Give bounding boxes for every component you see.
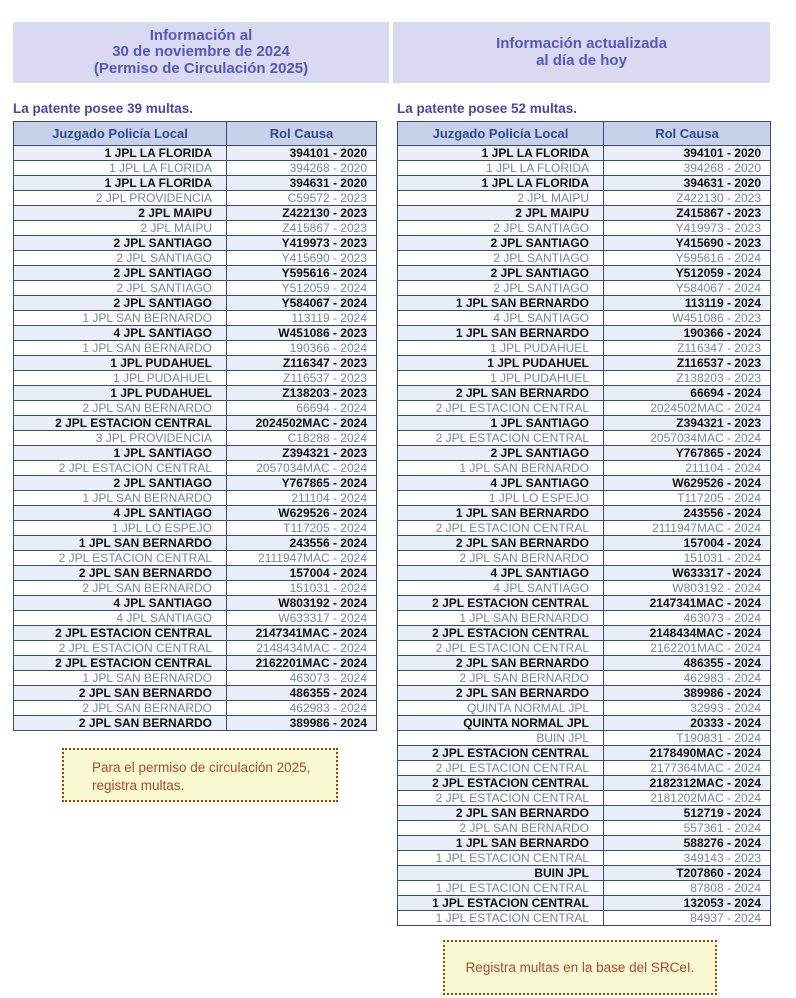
cell-juzgado: 2 JPL ESTACION CENTRAL xyxy=(398,776,604,791)
cell-juzgado: 2 JPL ESTACION CENTRAL xyxy=(398,521,604,536)
cell-rol-causa: Z138203 - 2023 xyxy=(227,386,377,401)
table-row xyxy=(14,221,377,236)
cell-rol-causa: W451086 - 2023 xyxy=(227,326,377,341)
table-row xyxy=(14,416,377,431)
table-row xyxy=(398,311,771,326)
table-row xyxy=(14,146,377,161)
cell-juzgado: 2 JPL SANTIAGO xyxy=(398,266,604,281)
cell-juzgado: 1 JPL SAN BERNARDO xyxy=(14,671,227,686)
column-header-rol-causa: Rol Causa xyxy=(604,122,771,146)
table-row xyxy=(398,866,771,881)
cell-juzgado: 1 JPL LA FLORIDA xyxy=(14,176,227,191)
cell-rol-causa: 2182312MAC - 2024 xyxy=(604,776,771,791)
cell-rol-causa: 2148434MAC - 2024 xyxy=(604,626,771,641)
cell-rol-causa: 157004 - 2024 xyxy=(604,536,771,551)
cell-juzgado: 2 JPL ESTACION CENTRAL xyxy=(398,431,604,446)
table-row xyxy=(398,521,771,536)
cell-rol-causa: 512719 - 2024 xyxy=(604,806,771,821)
note-line: Registra multas en la base del SRCeI. xyxy=(465,959,695,975)
cell-juzgado: 2 JPL SAN BERNARDO xyxy=(398,551,604,566)
table-row xyxy=(14,521,377,536)
table-row xyxy=(398,371,771,386)
cell-rol-causa: 557361 - 2024 xyxy=(604,821,771,836)
table-row xyxy=(14,656,377,671)
cell-rol-causa: 462983 - 2024 xyxy=(604,671,771,686)
cell-rol-causa: 32993 - 2024 xyxy=(604,701,771,716)
table-row xyxy=(398,446,771,461)
table-row xyxy=(398,191,771,206)
cell-juzgado: 1 JPL LA FLORIDA xyxy=(398,146,604,161)
cell-rol-causa: 2057034MAC - 2024 xyxy=(604,431,771,446)
cell-juzgado: 4 JPL SANTIAGO xyxy=(14,596,227,611)
cell-rol-causa: Y415690 - 2023 xyxy=(227,251,377,266)
cell-juzgado: 2 JPL ESTACION CENTRAL xyxy=(398,791,604,806)
cell-juzgado: 1 JPL PUDAHUEL xyxy=(14,386,227,401)
cell-rol-causa: Z116347 - 2023 xyxy=(604,341,771,356)
right-multas-table xyxy=(397,121,771,926)
table-row xyxy=(398,251,771,266)
cell-juzgado: 2 JPL ESTACION CENTRAL xyxy=(14,551,227,566)
cell-juzgado: 2 JPL SAN BERNARDO xyxy=(14,581,227,596)
table-row xyxy=(398,596,771,611)
cell-rol-causa: T207860 - 2024 xyxy=(604,866,771,881)
cell-juzgado: 1 JPL ESTACION CENTRAL xyxy=(398,851,604,866)
cell-rol-causa: C59572 - 2023 xyxy=(227,191,377,206)
cell-juzgado: 2 JPL ESTACION CENTRAL xyxy=(398,641,604,656)
cell-rol-causa: Z415867 - 2023 xyxy=(227,221,377,236)
table-row xyxy=(398,716,771,731)
cell-juzgado: 2 JPL SAN BERNARDO xyxy=(398,386,604,401)
table-row xyxy=(14,671,377,686)
column-header-juzgado: Juzgado Policía Local xyxy=(398,122,604,146)
cell-rol-causa: Z422130 - 2023 xyxy=(604,191,771,206)
table-header-row xyxy=(398,122,771,146)
srcei-note xyxy=(443,940,717,995)
cell-rol-causa: W633317 - 2024 xyxy=(227,611,377,626)
cell-juzgado: QUINTA NORMAL JPL xyxy=(398,701,604,716)
table-row xyxy=(14,596,377,611)
table-row xyxy=(14,311,377,326)
cell-juzgado: 2 JPL SANTIAGO xyxy=(398,251,604,266)
cell-rol-causa: 190366 - 2024 xyxy=(604,326,771,341)
cell-juzgado: 2 JPL SANTIAGO xyxy=(14,251,227,266)
cell-juzgado: BUIN JPL xyxy=(398,866,604,881)
cell-rol-causa: W629526 - 2024 xyxy=(604,476,771,491)
cell-rol-causa: T117205 - 2024 xyxy=(227,521,377,536)
cell-juzgado: 1 JPL ESTACION CENTRAL xyxy=(398,911,604,926)
table-row xyxy=(14,206,377,221)
cell-juzgado: 1 JPL ESTACION CENTRAL xyxy=(398,896,604,911)
table-row xyxy=(398,626,771,641)
table-row xyxy=(14,551,377,566)
table-row xyxy=(398,896,771,911)
table-row xyxy=(14,341,377,356)
cell-rol-causa: 486355 - 2024 xyxy=(604,656,771,671)
cell-rol-causa: 157004 - 2024 xyxy=(227,566,377,581)
cell-rol-causa: 2024502MAC - 2024 xyxy=(604,401,771,416)
cell-juzgado: 4 JPL SANTIAGO xyxy=(398,311,604,326)
table-row xyxy=(398,476,771,491)
column-header-juzgado: Juzgado Policía Local xyxy=(14,122,227,146)
cell-rol-causa: 2162201MAC - 2024 xyxy=(227,656,377,671)
cell-rol-causa: 463073 - 2024 xyxy=(227,671,377,686)
cell-rol-causa: Y584067 - 2024 xyxy=(227,296,377,311)
table-row xyxy=(398,296,771,311)
cell-juzgado: 2 JPL ESTACION CENTRAL xyxy=(398,761,604,776)
note-line: registra multas. xyxy=(92,778,185,793)
table-row xyxy=(398,146,771,161)
table-row xyxy=(14,371,377,386)
table-row xyxy=(398,791,771,806)
cell-juzgado: 2 JPL MAIPU xyxy=(398,206,604,221)
cell-rol-causa: 394631 - 2020 xyxy=(604,176,771,191)
table-row xyxy=(398,611,771,626)
cell-rol-causa: 243556 - 2024 xyxy=(604,506,771,521)
table-row xyxy=(14,461,377,476)
table-row xyxy=(14,536,377,551)
table-row xyxy=(398,461,771,476)
cell-rol-causa: W803192 - 2024 xyxy=(227,596,377,611)
table-row xyxy=(398,851,771,866)
cell-rol-causa: 486355 - 2024 xyxy=(227,686,377,701)
cell-juzgado: 1 JPL LA FLORIDA xyxy=(398,176,604,191)
cell-juzgado: 4 JPL SANTIAGO xyxy=(398,581,604,596)
right-multas-count: La patente posee 52 multas. xyxy=(397,101,578,116)
table-row xyxy=(398,701,771,716)
table-row xyxy=(398,581,771,596)
cell-rol-causa: Y512059 - 2024 xyxy=(227,281,377,296)
cell-juzgado: 4 JPL SANTIAGO xyxy=(398,566,604,581)
cell-rol-causa: 151031 - 2024 xyxy=(604,551,771,566)
cell-rol-causa: 2178490MAC - 2024 xyxy=(604,746,771,761)
cell-rol-causa: Y419973 - 2023 xyxy=(227,236,377,251)
cell-juzgado: 2 JPL ESTACION CENTRAL xyxy=(398,746,604,761)
cell-rol-causa: Z116537 - 2023 xyxy=(604,356,771,371)
cell-juzgado: 2 JPL ESTACION CENTRAL xyxy=(14,641,227,656)
table-row xyxy=(14,266,377,281)
table-row xyxy=(14,251,377,266)
info-box-line: (Permiso de Circulación 2025) xyxy=(93,59,309,77)
table-row xyxy=(14,581,377,596)
table-row xyxy=(14,161,377,176)
cell-rol-causa: 132053 - 2024 xyxy=(604,896,771,911)
cell-rol-causa: Z415867 - 2023 xyxy=(604,206,771,221)
cell-rol-causa: Z116347 - 2023 xyxy=(227,356,377,371)
cell-juzgado: 1 JPL ESTACION CENTRAL xyxy=(398,881,604,896)
table-row xyxy=(14,701,377,716)
cell-juzgado: 4 JPL SANTIAGO xyxy=(398,476,604,491)
cell-juzgado: 1 JPL SAN BERNARDO xyxy=(14,341,227,356)
cell-juzgado: 4 JPL SANTIAGO xyxy=(14,611,227,626)
table-row xyxy=(14,281,377,296)
cell-rol-causa: 2147341MAC - 2024 xyxy=(227,626,377,641)
cell-rol-causa: 2057034MAC - 2024 xyxy=(227,461,377,476)
cell-rol-causa: 2162201MAC - 2024 xyxy=(604,641,771,656)
cell-rol-causa: 190366 - 2024 xyxy=(227,341,377,356)
cell-rol-causa: 84937 - 2024 xyxy=(604,911,771,926)
table-row xyxy=(398,341,771,356)
cell-juzgado: 1 JPL SAN BERNARDO xyxy=(398,506,604,521)
cell-rol-causa: 394101 - 2020 xyxy=(604,146,771,161)
cell-juzgado: 2 JPL SANTIAGO xyxy=(398,221,604,236)
info-box-permiso-2025 xyxy=(13,22,389,83)
cell-rol-causa: Y767865 - 2024 xyxy=(604,446,771,461)
cell-juzgado: 1 JPL SANTIAGO xyxy=(14,446,227,461)
cell-rol-causa: W633317 - 2024 xyxy=(604,566,771,581)
table-row xyxy=(398,161,771,176)
table-row xyxy=(14,176,377,191)
table-row xyxy=(14,491,377,506)
cell-rol-causa: T117205 - 2024 xyxy=(604,491,771,506)
cell-rol-causa: 2111947MAC - 2024 xyxy=(227,551,377,566)
cell-juzgado: 1 JPL SAN BERNARDO xyxy=(398,836,604,851)
table-row xyxy=(14,236,377,251)
cell-juzgado: 2 JPL SANTIAGO xyxy=(14,476,227,491)
info-box-line: 30 de noviembre de 2024 xyxy=(112,43,290,61)
info-box-line: Información actualizada xyxy=(496,35,667,52)
cell-juzgado: 1 JPL PUDAHUEL xyxy=(398,371,604,386)
cell-rol-causa: 211104 - 2024 xyxy=(604,461,771,476)
cell-rol-causa: Y512059 - 2024 xyxy=(604,266,771,281)
cell-rol-causa: 2148434MAC - 2024 xyxy=(227,641,377,656)
cell-rol-causa: Y584067 - 2024 xyxy=(604,281,771,296)
cell-juzgado: 2 JPL ESTACION CENTRAL xyxy=(14,656,227,671)
table-row xyxy=(398,671,771,686)
cell-juzgado: 2 JPL PROVIDENCIA xyxy=(14,191,227,206)
cell-rol-causa: W629526 - 2024 xyxy=(227,506,377,521)
cell-juzgado: 2 JPL ESTACION CENTRAL xyxy=(398,596,604,611)
cell-rol-causa: Y419973 - 2023 xyxy=(604,221,771,236)
table-row xyxy=(398,356,771,371)
cell-juzgado: 2 JPL MAIPU xyxy=(14,221,227,236)
cell-rol-causa: 20333 - 2024 xyxy=(604,716,771,731)
table-row xyxy=(14,476,377,491)
table-row xyxy=(398,431,771,446)
table-row xyxy=(398,551,771,566)
table-row xyxy=(398,236,771,251)
cell-rol-causa: 113119 - 2024 xyxy=(604,296,771,311)
cell-juzgado: 2 JPL SAN BERNARDO xyxy=(14,716,227,731)
cell-rol-causa: 113119 - 2024 xyxy=(227,311,377,326)
table-row xyxy=(398,641,771,656)
table-row xyxy=(14,401,377,416)
cell-juzgado: 1 JPL SAN BERNARDO xyxy=(398,461,604,476)
cell-rol-causa: W451086 - 2023 xyxy=(604,311,771,326)
left-multas-table xyxy=(13,121,377,731)
cell-juzgado: 1 JPL LA FLORIDA xyxy=(398,161,604,176)
cell-rol-causa: Z138203 - 2023 xyxy=(604,371,771,386)
table-row xyxy=(398,656,771,671)
table-row xyxy=(14,431,377,446)
cell-rol-causa: C18288 - 2024 xyxy=(227,431,377,446)
column-header-rol-causa: Rol Causa xyxy=(227,122,377,146)
cell-juzgado: 1 JPL LA FLORIDA xyxy=(14,161,227,176)
cell-rol-causa: 389986 - 2024 xyxy=(227,716,377,731)
cell-juzgado: 2 JPL SANTIAGO xyxy=(398,281,604,296)
cell-juzgado: 2 JPL SAN BERNARDO xyxy=(398,536,604,551)
cell-juzgado: 1 JPL SAN BERNARDO xyxy=(14,536,227,551)
left-multas-count: La patente posee 39 multas. xyxy=(13,101,194,116)
cell-juzgado: 2 JPL SAN BERNARDO xyxy=(398,686,604,701)
cell-rol-causa: 394631 - 2020 xyxy=(227,176,377,191)
table-row xyxy=(398,761,771,776)
table-row xyxy=(398,206,771,221)
table-row xyxy=(398,326,771,341)
table-row xyxy=(398,881,771,896)
cell-rol-causa: 463073 - 2024 xyxy=(604,611,771,626)
cell-juzgado: 4 JPL SANTIAGO xyxy=(14,506,227,521)
cell-juzgado: 1 JPL LA FLORIDA xyxy=(14,146,227,161)
table-row xyxy=(398,566,771,581)
cell-rol-causa: 2024502MAC - 2024 xyxy=(227,416,377,431)
cell-juzgado: 1 JPL LO ESPEJO xyxy=(398,491,604,506)
table-row xyxy=(398,386,771,401)
cell-juzgado: 4 JPL SANTIAGO xyxy=(14,326,227,341)
table-row xyxy=(398,506,771,521)
table-row xyxy=(398,281,771,296)
cell-rol-causa: Y767865 - 2024 xyxy=(227,476,377,491)
cell-juzgado: 2 JPL SAN BERNARDO xyxy=(398,821,604,836)
cell-rol-causa: Z422130 - 2023 xyxy=(227,206,377,221)
cell-rol-causa: Y595616 - 2024 xyxy=(604,251,771,266)
cell-rol-causa: Z116537 - 2023 xyxy=(227,371,377,386)
cell-rol-causa: 243556 - 2024 xyxy=(227,536,377,551)
cell-rol-causa: T190831 - 2024 xyxy=(604,731,771,746)
cell-juzgado: 2 JPL SAN BERNARDO xyxy=(398,806,604,821)
table-row xyxy=(14,326,377,341)
cell-rol-causa: 151031 - 2024 xyxy=(227,581,377,596)
table-row xyxy=(14,296,377,311)
cell-juzgado: 2 JPL SAN BERNARDO xyxy=(398,656,604,671)
table-row xyxy=(14,641,377,656)
table-row xyxy=(14,716,377,731)
cell-juzgado: 2 JPL MAIPU xyxy=(398,191,604,206)
table-row xyxy=(398,911,771,926)
cell-juzgado: 1 JPL SAN BERNARDO xyxy=(398,296,604,311)
cell-rol-causa: 66694 - 2024 xyxy=(604,386,771,401)
table-header-row xyxy=(14,122,377,146)
cell-rol-causa: 66694 - 2024 xyxy=(227,401,377,416)
cell-juzgado: 2 JPL ESTACION CENTRAL xyxy=(14,626,227,641)
permiso-note xyxy=(62,748,338,802)
cell-juzgado: 1 JPL SANTIAGO xyxy=(398,416,604,431)
table-row xyxy=(398,401,771,416)
cell-juzgado: 1 JPL SAN BERNARDO xyxy=(14,311,227,326)
cell-rol-causa: 2181202MAC - 2024 xyxy=(604,791,771,806)
cell-juzgado: 1 JPL PUDAHUEL xyxy=(14,356,227,371)
table-row xyxy=(398,686,771,701)
cell-rol-causa: 2147341MAC - 2024 xyxy=(604,596,771,611)
table-row xyxy=(398,746,771,761)
table-row xyxy=(398,266,771,281)
cell-juzgado: 2 JPL SANTIAGO xyxy=(14,266,227,281)
table-row xyxy=(14,611,377,626)
cell-juzgado: 2 JPL SAN BERNARDO xyxy=(398,671,604,686)
info-box-line: Información al xyxy=(149,26,253,44)
cell-rol-causa: 349143 - 2023 xyxy=(604,851,771,866)
table-row xyxy=(398,221,771,236)
cell-juzgado: 2 JPL SAN BERNARDO xyxy=(14,566,227,581)
table-row xyxy=(14,506,377,521)
cell-rol-causa: 389986 - 2024 xyxy=(604,686,771,701)
cell-juzgado: 2 JPL SANTIAGO xyxy=(14,281,227,296)
cell-juzgado: QUINTA NORMAL JPL xyxy=(398,716,604,731)
cell-juzgado: 1 JPL SAN BERNARDO xyxy=(398,611,604,626)
cell-juzgado: 2 JPL SANTIAGO xyxy=(398,446,604,461)
cell-rol-causa: Y595616 - 2024 xyxy=(227,266,377,281)
cell-juzgado: 1 JPL PUDAHUEL xyxy=(14,371,227,386)
cell-juzgado: 2 JPL SAN BERNARDO xyxy=(14,686,227,701)
cell-rol-causa: 588276 - 2024 xyxy=(604,836,771,851)
table-row xyxy=(398,821,771,836)
table-row xyxy=(398,491,771,506)
cell-juzgado: 2 JPL SAN BERNARDO xyxy=(14,701,227,716)
cell-rol-causa: 462983 - 2024 xyxy=(227,701,377,716)
table-row xyxy=(14,386,377,401)
cell-rol-causa: 394268 - 2020 xyxy=(227,161,377,176)
note-line: Para el permiso de circulación 2025, xyxy=(92,760,311,775)
cell-juzgado: 2 JPL SANTIAGO xyxy=(398,236,604,251)
cell-juzgado: 2 JPL SANTIAGO xyxy=(14,236,227,251)
cell-rol-causa: 2177364MAC - 2024 xyxy=(604,761,771,776)
table-row xyxy=(398,416,771,431)
table-row xyxy=(14,446,377,461)
table-row xyxy=(398,806,771,821)
cell-rol-causa: 394101 - 2020 xyxy=(227,146,377,161)
cell-juzgado: 1 JPL SAN BERNARDO xyxy=(14,491,227,506)
cell-rol-causa: 394268 - 2020 xyxy=(604,161,771,176)
cell-rol-causa: Y415690 - 2023 xyxy=(604,236,771,251)
cell-juzgado: 1 JPL LO ESPEJO xyxy=(14,521,227,536)
table-row xyxy=(398,776,771,791)
cell-juzgado: 1 JPL PUDAHUEL xyxy=(398,356,604,371)
cell-juzgado: 2 JPL ESTACION CENTRAL xyxy=(398,401,604,416)
cell-juzgado: 1 JPL SAN BERNARDO xyxy=(398,326,604,341)
table-row xyxy=(14,626,377,641)
cell-juzgado: 1 JPL PUDAHUEL xyxy=(398,341,604,356)
cell-rol-causa: 87808 - 2024 xyxy=(604,881,771,896)
cell-juzgado: 2 JPL MAIPU xyxy=(14,206,227,221)
table-row xyxy=(398,176,771,191)
cell-juzgado: BUIN JPL xyxy=(398,731,604,746)
cell-juzgado: 3 JPL PROVIDENCIA xyxy=(14,431,227,446)
cell-juzgado: 2 JPL ESTACION CENTRAL xyxy=(398,626,604,641)
cell-rol-causa: Z394321 - 2023 xyxy=(604,416,771,431)
table-row xyxy=(398,731,771,746)
cell-rol-causa: Z394321 - 2023 xyxy=(227,446,377,461)
table-row xyxy=(398,536,771,551)
info-box-line: al día de hoy xyxy=(536,51,627,69)
cell-juzgado: 2 JPL SANTIAGO xyxy=(14,296,227,311)
info-box-actualizada xyxy=(393,22,770,83)
cell-rol-causa: 2111947MAC - 2024 xyxy=(604,521,771,536)
cell-rol-causa: 211104 - 2024 xyxy=(227,491,377,506)
table-row xyxy=(398,836,771,851)
cell-rol-causa: W803192 - 2024 xyxy=(604,581,771,596)
table-row xyxy=(14,686,377,701)
cell-juzgado: 2 JPL SAN BERNARDO xyxy=(14,401,227,416)
cell-juzgado: 2 JPL ESTACION CENTRAL xyxy=(14,416,227,431)
table-row xyxy=(14,191,377,206)
cell-juzgado: 2 JPL ESTACION CENTRAL xyxy=(14,461,227,476)
table-row xyxy=(14,356,377,371)
table-row xyxy=(14,566,377,581)
